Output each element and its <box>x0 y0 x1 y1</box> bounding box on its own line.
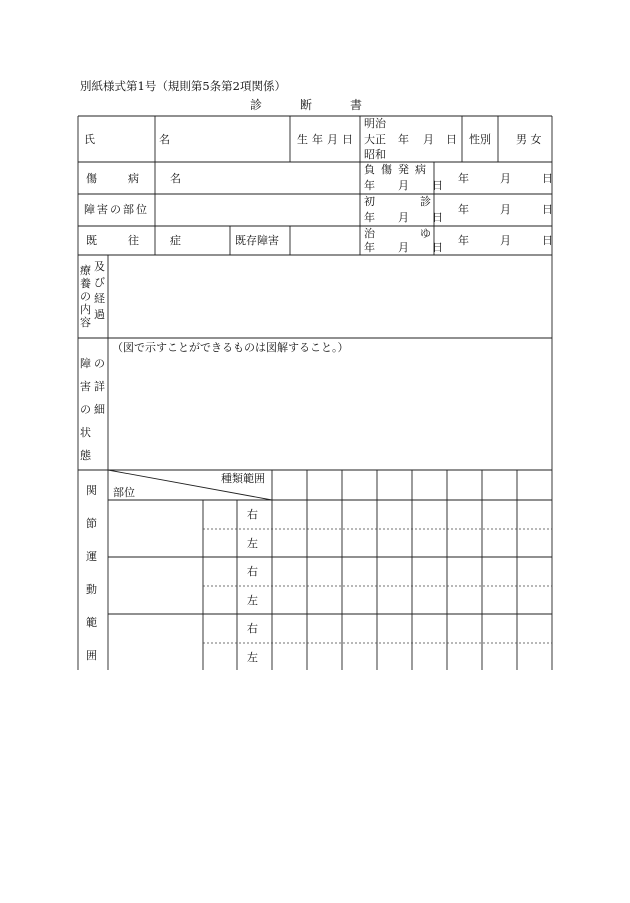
era-taisho: 大正 <box>364 133 386 146</box>
disability-site-label: 障害の部位 <box>84 203 149 216</box>
right-label-3: 右 <box>247 622 258 635</box>
onset-date-ymd-label: 年 月 日 <box>364 179 449 192</box>
first-visit-ymd-label: 年 月 日 <box>364 211 449 224</box>
existing-disability-label: 既存障害 <box>235 234 279 247</box>
left-label-3: 左 <box>247 651 258 664</box>
injury-illness-label: 傷 病 名 <box>86 172 191 185</box>
type-range-header: 種類範囲 <box>221 472 265 485</box>
onset-date-ymd: 年 月 日 <box>458 172 563 185</box>
cure-date-label-right: ゆ <box>420 227 431 240</box>
right-label-1: 右 <box>247 508 258 521</box>
treatment-label-col1: 療 養 の 内 容 <box>80 264 91 329</box>
details-label-col1: 障 害 の 状 態 <box>80 357 91 462</box>
era-meiji: 明治 <box>364 117 386 130</box>
birth-day-unit: 日 <box>446 133 457 146</box>
cure-date-label-left: 治 <box>364 227 375 240</box>
cure-date-ymd-label: 年 月 日 <box>364 241 449 254</box>
first-visit-label-left: 初 <box>364 195 375 208</box>
details-label-col2: の 詳 細 <box>94 357 105 416</box>
birth-date-label: 生年月日 <box>297 133 357 146</box>
treatment-label-col2: 及 び 経 過 <box>94 260 105 321</box>
form-code: 別紙様式第1号（規則第5条第2項関係） <box>80 79 286 93</box>
birth-year-unit: 年 <box>398 133 409 146</box>
onset-date-label: 負傷発病 <box>364 163 432 176</box>
range-of-motion-label: 関 節 運 動 範 囲 <box>86 484 97 662</box>
sex-label: 性別 <box>469 133 491 146</box>
era-showa: 昭和 <box>364 148 386 161</box>
past-history-label: 既 往 症 <box>86 234 191 247</box>
site-header: 部位 <box>113 486 135 499</box>
name-label: 氏 名 <box>84 133 184 146</box>
sex-options: 男 女 <box>516 133 542 146</box>
left-label-1: 左 <box>247 537 258 550</box>
first-visit-ymd: 年 月 日 <box>458 203 563 216</box>
document-title: 診断書 <box>250 98 401 112</box>
diagram-note: （図で示すことができるものは図解すること。） <box>112 341 349 354</box>
left-label-2: 左 <box>247 594 258 607</box>
first-visit-label-right: 診 <box>420 195 431 208</box>
right-label-2: 右 <box>247 565 258 578</box>
birth-month-unit: 月 <box>423 133 434 146</box>
cure-date-ymd: 年 月 日 <box>458 234 563 247</box>
